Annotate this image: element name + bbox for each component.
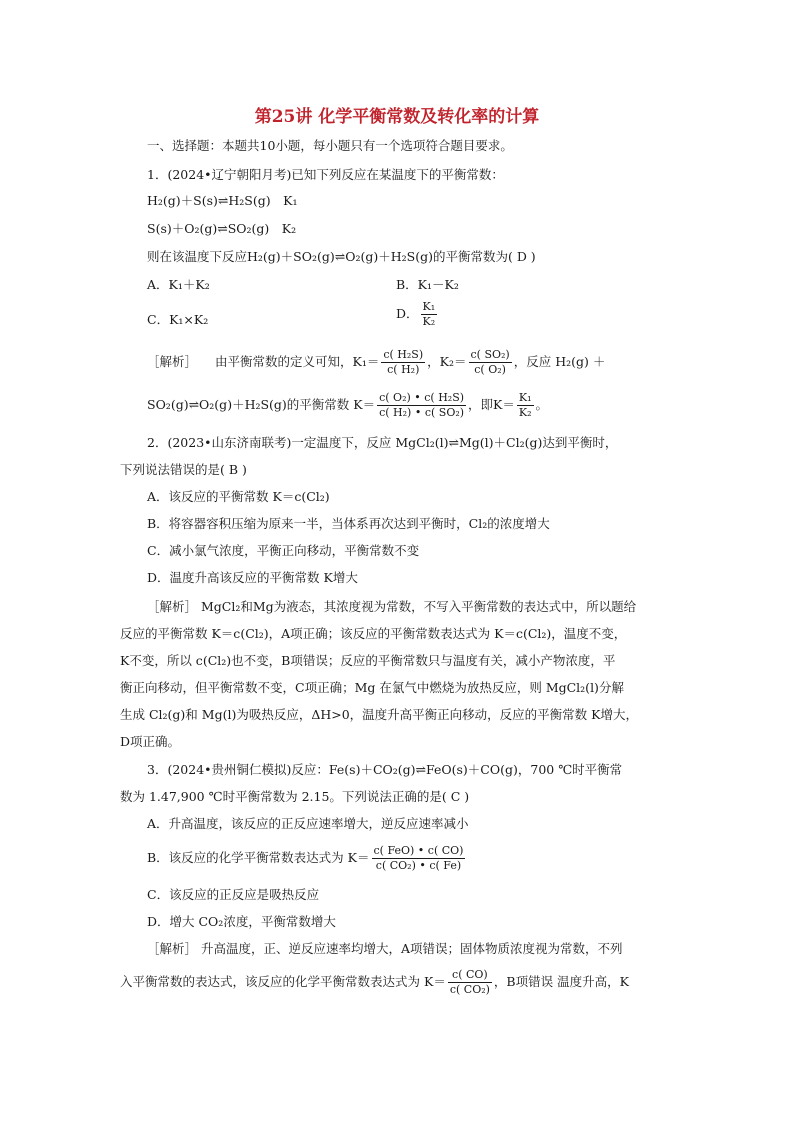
- q3-stem-line-2: 数为 1.47,900 ℃时平衡常数为 2.15。下列说法正确的是( C ): [120, 789, 470, 804]
- analysis-tag: ［解析］: [147, 354, 198, 369]
- page-title: 第25讲 化学平衡常数及转化率的计算: [254, 107, 540, 127]
- q2-analysis-line-1: ［解析］ MgCl₂和Mg为液态，其浓度视为常数，不写入平衡常数的表达式中，所以题给: [147, 599, 637, 614]
- option-text: B．该反应的化学平衡常数表达式为 K＝: [147, 850, 370, 865]
- fraction-denominator: c( H₂): [387, 363, 420, 376]
- q3-option-a: A．升高温度，该反应的正反应速率增大，逆反应速率减小: [147, 816, 469, 831]
- q2-analysis-line-3: K不变，所以 c(Cl₂)也不变，B项错误；反应的平衡常数只与温度有关，减小产物浓度，平: [120, 653, 616, 668]
- q2-option-a: A．该反应的平衡常数 K＝c(Cl₂): [147, 489, 330, 504]
- q1-reaction-1: H₂(g)＋S(s)⇌H₂S(g) K₁: [147, 193, 298, 208]
- fraction-numerator: c( H₂S): [383, 348, 424, 361]
- q2-analysis-line-6: D项正确。: [120, 734, 181, 749]
- q1-analysis-line-2: [147, 391, 548, 420]
- fraction-denominator: K₂: [422, 315, 436, 328]
- q1-option-d: [396, 300, 439, 329]
- fraction-numerator: K₁: [422, 300, 436, 313]
- analysis-text: 。: [535, 397, 549, 412]
- k1-fraction: [381, 348, 425, 377]
- section-heading: 一、选择题：本题共10小题，每小题只有一个选项符合题目要求。: [147, 138, 513, 153]
- q1-option-b: B．K₁－K₂: [396, 277, 459, 292]
- q2-option-b: B．将容器容积压缩为原来一半，当体系再次达到平衡时，Cl₂的浓度增大: [147, 516, 550, 531]
- q2-analysis-line-2: 反应的平衡常数 K＝c(Cl₂)，A项正确；该反应的平衡常数表达式为 K＝c(Cl₂)，温度不变，: [120, 626, 627, 641]
- q1-stem: 1．(2024•辽宁朝阳月考)已知下列反应在某温度下的平衡常数：: [147, 167, 504, 182]
- analysis-text: ，反应 H₂(g) ＋: [513, 354, 606, 369]
- fraction-numerator: c( O₂) • c( H₂S): [379, 391, 465, 404]
- analysis-text: ，即K＝: [468, 397, 515, 412]
- k2-fraction: [469, 348, 512, 377]
- fraction-numerator: c( SO₂): [470, 348, 510, 361]
- analysis-text: 入平衡常数的表达式，该反应的化学平衡常数表达式为 K＝: [120, 974, 446, 989]
- q3-stem-line-1: 3．(2024•贵州铜仁模拟)反应：Fe(s)＋CO₂(g)⇌FeO(s)＋CO(g)，700 ℃时平衡常: [147, 762, 623, 777]
- q2-stem-line-2: 下列说法错误的是( B ): [120, 462, 247, 477]
- q1-option-a: A．K₁＋K₂: [147, 277, 210, 292]
- fraction-denominator: c( CO₂): [449, 983, 490, 996]
- fraction-denominator: c( CO₂) • c( Fe): [375, 859, 462, 872]
- q1-option-c: C．K₁×K₂: [147, 312, 209, 327]
- q2-analysis-line-4: 衡正向移动，但平衡常数不变，C项正确；Mg 在氯气中燃烧为放热反应，则 MgCl₂(l)分解: [120, 680, 624, 695]
- q3-option-b-fraction: [372, 844, 466, 873]
- q2-option-c: C．减小氯气浓度，平衡正向移动，平衡常数不变: [147, 543, 420, 558]
- q1-question: 则在该温度下反应H₂(g)＋SO₂(g)⇌O₂(g)＋H₂S(g)的平衡常数为( D ): [147, 249, 536, 264]
- analysis-text: ，B项错误 温度升高，K: [493, 974, 629, 989]
- q3-k-fraction: [448, 968, 492, 997]
- q2-analysis-line-5: 生成 Cl₂(g)和 Mg(l)为吸热反应，ΔH>0，温度升高平衡正向移动，反应的平衡常数 K增大，: [120, 707, 638, 722]
- analysis-text: ，K₂＝: [427, 354, 467, 369]
- k-ratio-fraction: [517, 391, 534, 420]
- k-fraction: [377, 391, 466, 420]
- q2-option-d: D．温度升高该反应的平衡常数 K增大: [147, 570, 358, 585]
- q1-option-d-prefix: D．: [396, 306, 419, 321]
- q3-option-b: [147, 844, 467, 873]
- analysis-text: 由平衡常数的定义可知，K₁＝: [215, 354, 380, 369]
- analysis-text: SO₂(g)⇌O₂(g)＋H₂S(g)的平衡常数 K＝: [147, 397, 376, 412]
- fraction-denominator: c( H₂) • c( SO₂): [379, 406, 465, 419]
- fraction-numerator: c( CO): [448, 968, 492, 983]
- q2-stem-line-1: 2．(2023•山东济南联考)一定温度下，反应 MgCl₂(l)⇌Mg(l)＋Cl₂(g)达到平衡时，: [147, 435, 618, 450]
- q3-analysis-line-2: [120, 968, 629, 997]
- q1-analysis-line-1: [147, 348, 605, 377]
- fraction-denominator: c( O₂): [474, 363, 506, 376]
- q3-analysis-line-1: ［解析］ 升高温度，正、逆反应速率均增大，A项错误；固体物质浓度视为常数，不列: [147, 941, 623, 956]
- q3-option-d: D．增大 CO₂浓度，平衡常数增大: [147, 914, 336, 929]
- q1-option-d-fraction: [421, 300, 438, 329]
- q1-reaction-2: S(s)＋O₂(g)⇌SO₂(g) K₂: [147, 221, 297, 236]
- q3-option-c: C．该反应的正反应是吸热反应: [147, 887, 320, 902]
- fraction-numerator: K₁: [518, 391, 532, 404]
- fraction-denominator: K₂: [518, 406, 532, 419]
- fraction-numerator: c( FeO) • c( CO): [373, 844, 464, 857]
